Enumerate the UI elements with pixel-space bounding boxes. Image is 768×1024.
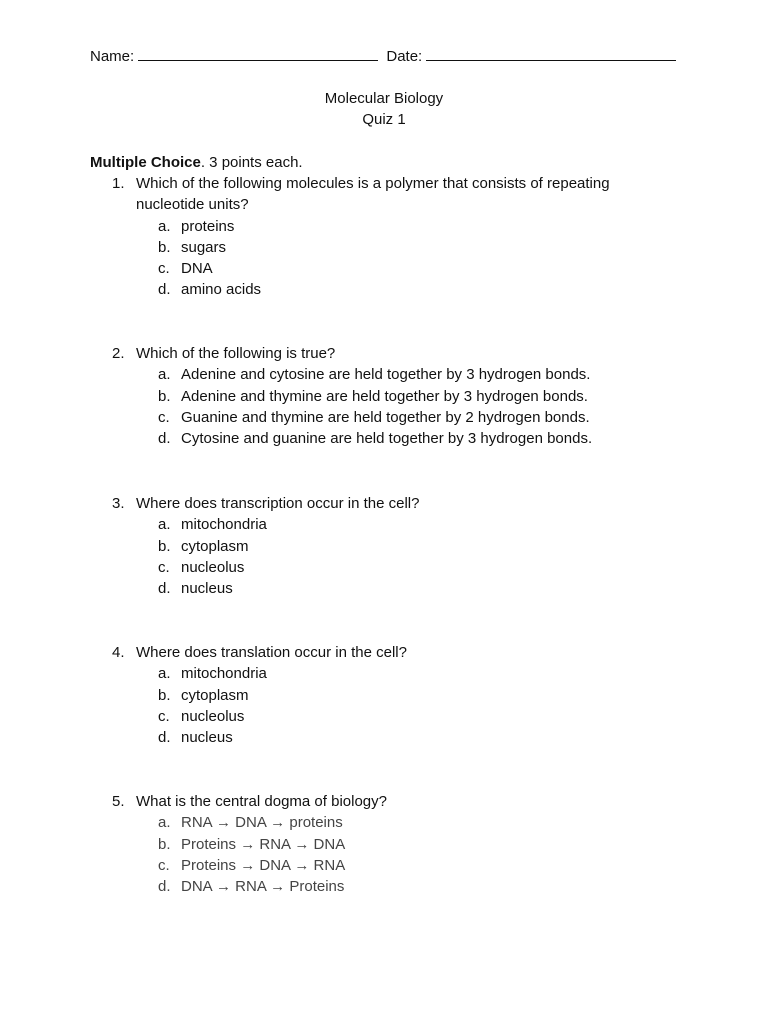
quiz-title: Quiz 1	[362, 111, 406, 128]
option-text: RNA → DNA → proteins	[181, 814, 343, 832]
option-list	[112, 812, 672, 897]
option-letter: c.	[158, 558, 170, 576]
option-letter: a.	[158, 665, 171, 683]
option-text: proteins	[181, 217, 235, 235]
option-text: cytoplasm	[181, 686, 249, 704]
date-label: Date:	[386, 48, 423, 65]
question-4	[112, 642, 672, 748]
option-letter: c.	[158, 260, 170, 278]
option-text: nucleolus	[181, 558, 245, 576]
option-c	[112, 557, 672, 578]
section-heading-rest: . 3 points each.	[200, 154, 303, 171]
question-text: Which of the following is true?	[136, 345, 336, 362]
option-list	[112, 663, 672, 748]
option-letter: d.	[158, 430, 171, 448]
option-letter: b.	[158, 537, 171, 555]
option-text: mitochondria	[181, 665, 267, 683]
option-letter: b.	[158, 686, 171, 704]
name-blank	[138, 46, 378, 61]
option-d	[112, 876, 672, 897]
option-letter: c.	[158, 707, 170, 725]
course-title: Molecular Biology	[324, 90, 444, 107]
option-a	[112, 812, 672, 833]
option-c	[112, 407, 672, 428]
option-letter: c.	[158, 856, 170, 874]
option-text: DNA	[181, 260, 213, 278]
option-text: mitochondria	[181, 516, 267, 534]
option-list	[112, 514, 672, 599]
option-letter: a.	[158, 366, 171, 384]
option-text: Guanine and thymine are held together by 2 hydrogen bonds.	[181, 408, 590, 426]
option-a	[112, 216, 672, 237]
section-heading-bold: Multiple Choice	[90, 154, 201, 171]
option-text: DNA → RNA → Proteins	[181, 878, 345, 896]
option-letter: a.	[158, 217, 171, 235]
question-number: 1.	[112, 175, 125, 192]
option-list	[112, 216, 672, 301]
option-b	[112, 834, 672, 855]
option-text: amino acids	[181, 281, 262, 299]
option-text: Adenine and cytosine are held together by 3 hydrogen bonds.	[181, 366, 591, 384]
section-heading	[90, 152, 303, 173]
question-text: Which of the following molecules is a polymer that consists of repeating nucleotide units?	[136, 175, 610, 214]
title-block	[0, 88, 768, 130]
question-number: 2.	[112, 345, 125, 362]
option-list	[112, 364, 672, 449]
option-a	[112, 663, 672, 684]
question-3	[112, 493, 672, 599]
question-5	[112, 791, 672, 897]
option-d	[112, 578, 672, 599]
question-2	[112, 343, 672, 449]
question-number: 3.	[112, 495, 125, 512]
question-number: 5.	[112, 793, 125, 810]
date-blank	[426, 46, 676, 61]
option-text: nucleolus	[181, 707, 245, 725]
question-text: Where does translation occur in the cell?	[136, 644, 407, 661]
option-letter: b.	[158, 238, 171, 256]
option-text: nucleus	[181, 580, 233, 598]
option-c	[112, 258, 672, 279]
option-d	[112, 428, 672, 449]
option-a	[112, 364, 672, 385]
option-text: Cytosine and guanine are held together by 3 hydrogen bonds.	[181, 430, 593, 448]
header-line	[90, 46, 676, 67]
question-1	[112, 173, 672, 301]
option-b	[112, 685, 672, 706]
option-letter: b.	[158, 387, 171, 405]
question-text: Where does transcription occur in the cell?	[136, 495, 420, 512]
option-text: cytoplasm	[181, 537, 249, 555]
option-letter: d.	[158, 281, 171, 299]
option-text: Proteins → RNA → DNA	[181, 835, 346, 853]
option-c	[112, 706, 672, 727]
option-letter: b.	[158, 835, 171, 853]
option-text: Adenine and thymine are held together by 3 hydrogen bonds.	[181, 387, 588, 405]
option-a	[112, 514, 672, 535]
option-b	[112, 536, 672, 557]
option-text: nucleus	[181, 729, 233, 747]
option-b	[112, 386, 672, 407]
option-b	[112, 237, 672, 258]
option-text: sugars	[181, 238, 227, 256]
name-label: Name:	[90, 48, 135, 65]
option-c	[112, 855, 672, 876]
question-text: What is the central dogma of biology?	[136, 793, 387, 810]
option-text: Proteins → DNA → RNA	[181, 856, 346, 874]
option-letter: d.	[158, 878, 171, 896]
option-letter: a.	[158, 814, 171, 832]
option-letter: d.	[158, 580, 171, 598]
option-letter: c.	[158, 408, 170, 426]
option-d	[112, 727, 672, 748]
option-letter: d.	[158, 729, 171, 747]
question-number: 4.	[112, 644, 125, 661]
option-d	[112, 279, 672, 300]
option-letter: a.	[158, 516, 171, 534]
